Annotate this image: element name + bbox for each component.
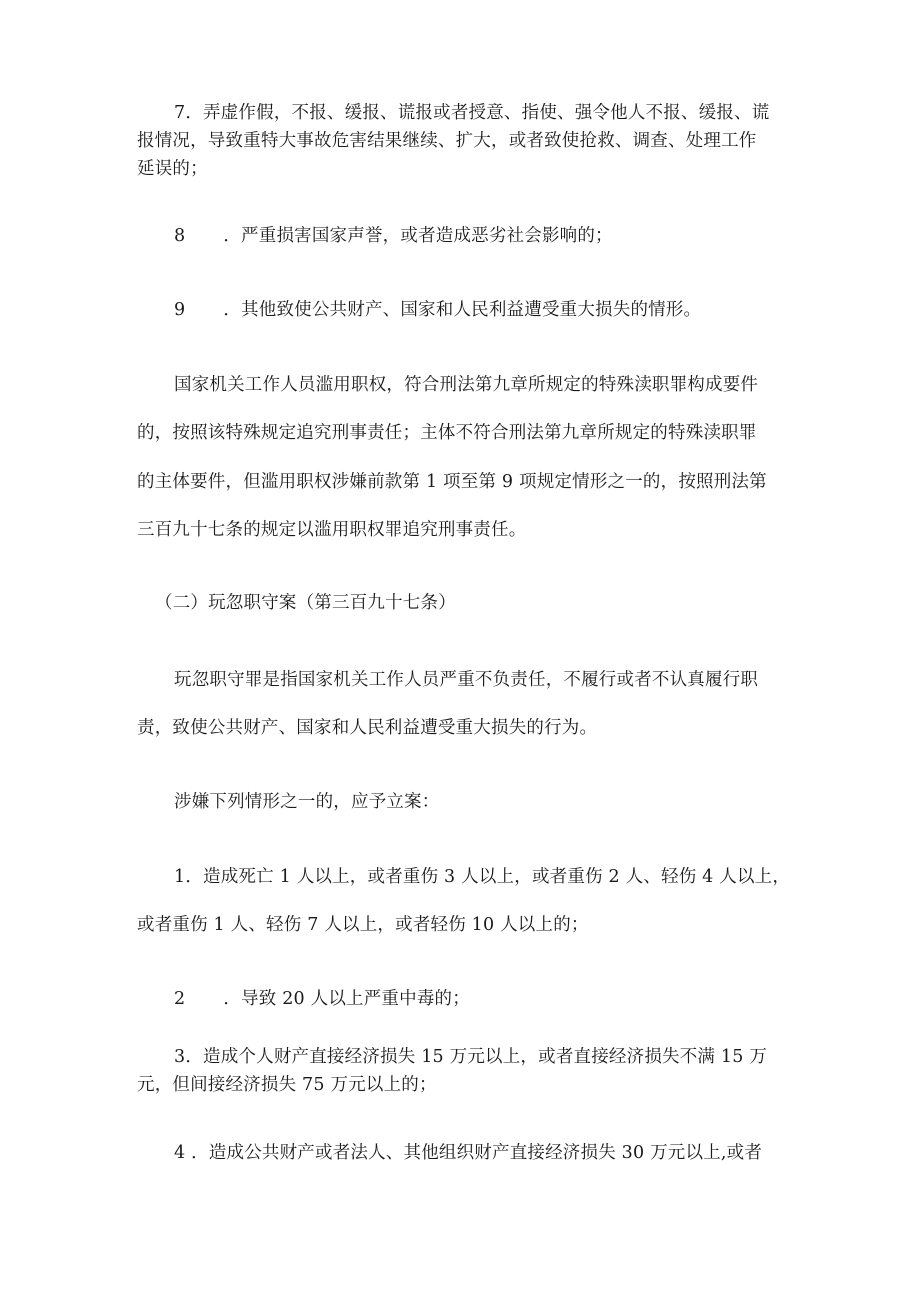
criterion-3-line-2: 元，但间接经济损失 75 万元以上的；	[137, 1075, 437, 1095]
criterion-2	[174, 988, 470, 1010]
section-heading: （二）玩忽职守案（第三百九十七条）	[155, 593, 456, 613]
criterion-1-line-1: 1．造成死亡 1 人以上，或者重伤 3 人以上，或者重伤 2 人、轻伤 4 人以上，	[174, 867, 791, 887]
criterion-2-text: ．导致 20 人以上严重中毒的；	[223, 989, 470, 1009]
criterion-4-line-1: 4 ．造成公共财产或者法人、其他组织财产直接经济损失 30 万元以上,或者	[174, 1143, 763, 1163]
abuse-paragraph-line-3: 的主体要件，但滥用职权涉嫌前款第 1 项至第 9 项规定情形之一的，按照刑法第	[137, 472, 767, 492]
abuse-paragraph-line-2: 的，按照该特殊规定追究刑事责任；主体不符合刑法第九章所规定的特殊渎职罪	[137, 423, 757, 443]
item-8	[174, 225, 613, 247]
definition-line-1: 玩忽职守罪是指国家机关工作人员严重不负责任，不履行或者不认真履行职	[174, 670, 759, 690]
item-9-text: ．其他致使公共财产、国家和人民利益遭受重大损失的情形。	[223, 300, 702, 320]
definition-line-2: 责，致使公共财产、国家和人民利益遭受重大损失的行为。	[137, 718, 598, 738]
item-7-line-2: 报情况，导致重特大事故危害结果继续、扩大，或者致使抢救、调查、处理工作	[137, 131, 757, 151]
criteria-intro: 涉嫌下列情形之一的，应予立案：	[174, 792, 440, 812]
item-7-line-3: 延误的；	[137, 159, 208, 179]
item-7-line-1: 7．弄虚作假，不报、缓报、谎报或者授意、指使、强令他人不报、缓报、谎	[174, 103, 770, 123]
abuse-paragraph-line-1: 国家机关工作人员滥用职权，符合刑法第九章所规定的特殊渎职罪构成要件	[174, 375, 759, 395]
item-8-number: 8	[174, 226, 186, 246]
criterion-1-line-2: 或者重伤 1 人、轻伤 7 人以上，或者轻伤 10 人以上的；	[137, 915, 589, 935]
abuse-paragraph-line-4: 三百九十七条的规定以滥用职权罪追究刑事责任。	[137, 520, 527, 540]
item-9	[174, 299, 701, 321]
item-9-number: 9	[174, 300, 186, 320]
criterion-2-number: 2	[174, 989, 186, 1009]
criterion-3-line-1: 3．造成个人财产直接经济损失 15 万元以上，或者直接经济损失不满 15 万	[174, 1047, 768, 1067]
item-8-text: ．严重损害国家声誉，或者造成恶劣社会影响的；	[223, 226, 613, 246]
